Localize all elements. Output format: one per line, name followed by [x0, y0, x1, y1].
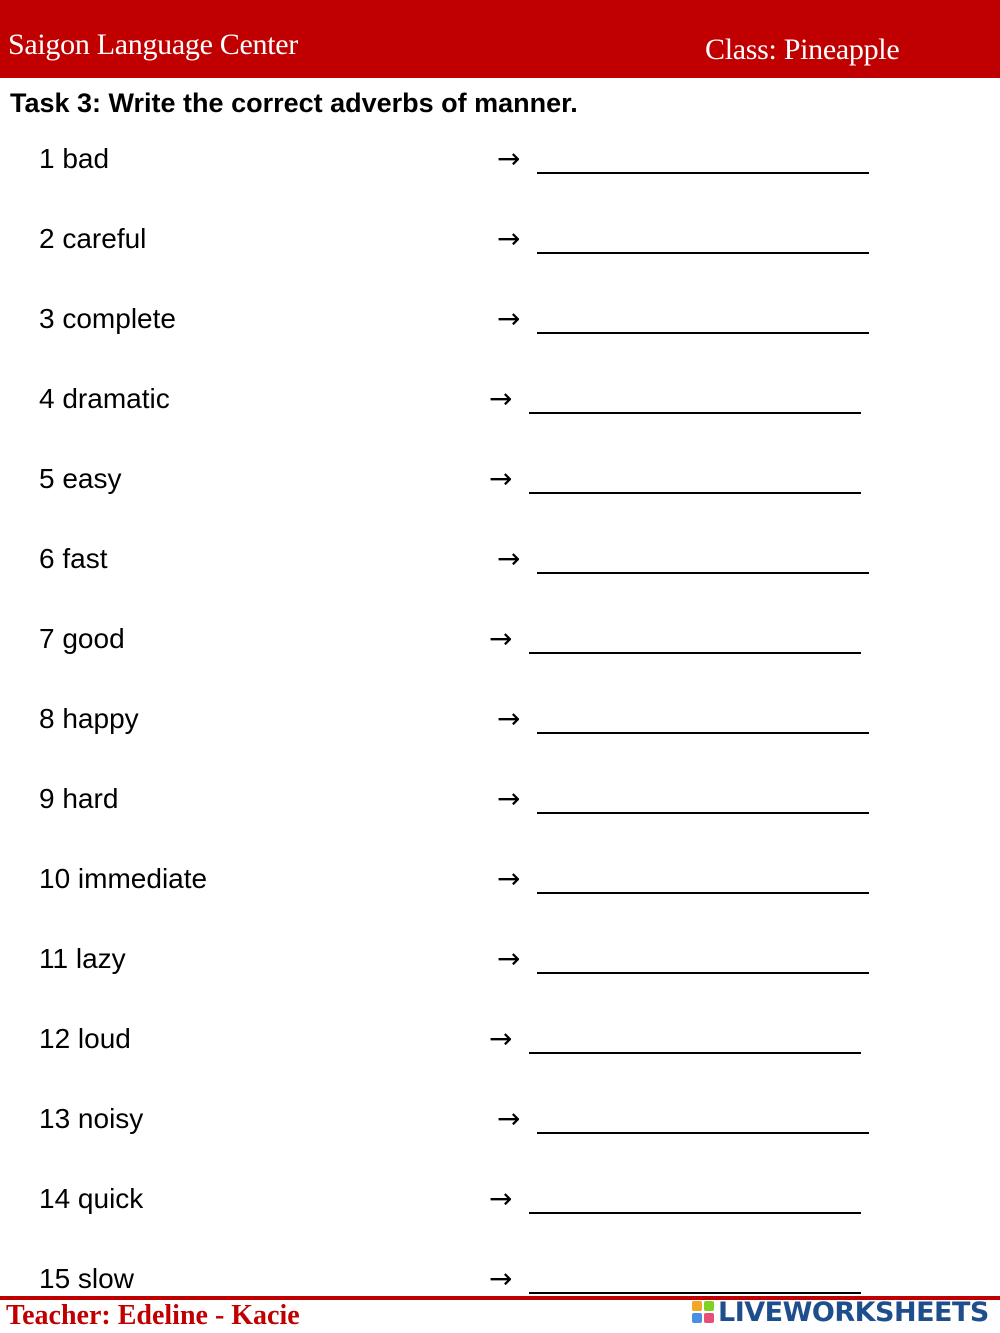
task-title: Task 3: Write the correct adverbs of manner. — [10, 88, 578, 118]
item-word: 9 hard — [39, 783, 119, 814]
arrow-icon: → — [497, 222, 521, 255]
answer-field[interactable] — [537, 1104, 869, 1134]
arrow-icon: → — [497, 142, 521, 175]
exercise-item — [0, 621, 1000, 665]
arrow-icon: → — [497, 782, 521, 815]
exercise-item — [0, 1021, 1000, 1065]
item-word: 5 easy — [39, 463, 122, 494]
answer-field[interactable] — [537, 864, 869, 894]
item-word: 12 loud — [39, 1023, 131, 1054]
answer-field[interactable] — [529, 1264, 861, 1294]
answer-field[interactable] — [529, 1024, 861, 1054]
arrow-icon: → — [489, 622, 513, 655]
exercise-item — [0, 781, 1000, 825]
item-word: 11 lazy — [39, 943, 126, 974]
brand-watermark[interactable] — [692, 1294, 989, 1330]
item-word: 7 good — [39, 623, 125, 654]
exercise-item — [0, 141, 1000, 185]
exercise-item — [0, 221, 1000, 265]
arrow-icon: → — [497, 942, 521, 975]
exercise-item — [0, 941, 1000, 985]
liveworksheets-logo-icon — [692, 1301, 714, 1323]
item-word: 8 happy — [39, 703, 139, 734]
exercise-item — [0, 301, 1000, 345]
item-word: 15 slow — [39, 1263, 134, 1294]
answer-field[interactable] — [529, 1184, 861, 1214]
answer-field[interactable] — [537, 944, 869, 974]
answer-field[interactable] — [537, 304, 869, 334]
exercise-item — [0, 541, 1000, 585]
item-word: 10 immediate — [39, 863, 208, 894]
arrow-icon: → — [489, 1022, 513, 1055]
item-word: 4 dramatic — [39, 383, 170, 414]
exercise-item — [0, 461, 1000, 505]
item-word: 2 careful — [39, 223, 147, 254]
teacher-credit: Teacher: Edeline - Kacie — [6, 1300, 300, 1331]
answer-field[interactable] — [537, 144, 869, 174]
brand-name: LIVEWORKSHEETS — [718, 1296, 989, 1328]
exercise-item — [0, 381, 1000, 425]
header-bar — [0, 0, 1000, 78]
arrow-icon: → — [497, 302, 521, 335]
arrow-icon: → — [497, 542, 521, 575]
arrow-icon: → — [489, 1182, 513, 1215]
arrow-icon: → — [497, 862, 521, 895]
exercise-item — [0, 861, 1000, 905]
answer-field[interactable] — [529, 624, 861, 654]
answer-field[interactable] — [537, 704, 869, 734]
item-word: 3 complete — [39, 303, 176, 334]
school-name: Saigon Language Center — [8, 28, 298, 61]
answer-field[interactable] — [537, 784, 869, 814]
exercise-item — [0, 1101, 1000, 1145]
class-label: Class: Pineapple — [705, 33, 900, 66]
item-word: 1 bad — [39, 143, 110, 174]
answer-field[interactable] — [537, 544, 869, 574]
arrow-icon: → — [489, 462, 513, 495]
item-word: 6 fast — [39, 543, 108, 574]
item-word: 14 quick — [39, 1183, 144, 1214]
answer-field[interactable] — [537, 224, 869, 254]
answer-field[interactable] — [529, 384, 861, 414]
arrow-icon: → — [497, 1102, 521, 1135]
item-word: 13 noisy — [39, 1103, 144, 1134]
exercise-item — [0, 701, 1000, 745]
arrow-icon: → — [489, 382, 513, 415]
arrow-icon: → — [489, 1262, 513, 1295]
arrow-icon: → — [497, 702, 521, 735]
exercise-item — [0, 1181, 1000, 1225]
answer-field[interactable] — [529, 464, 861, 494]
